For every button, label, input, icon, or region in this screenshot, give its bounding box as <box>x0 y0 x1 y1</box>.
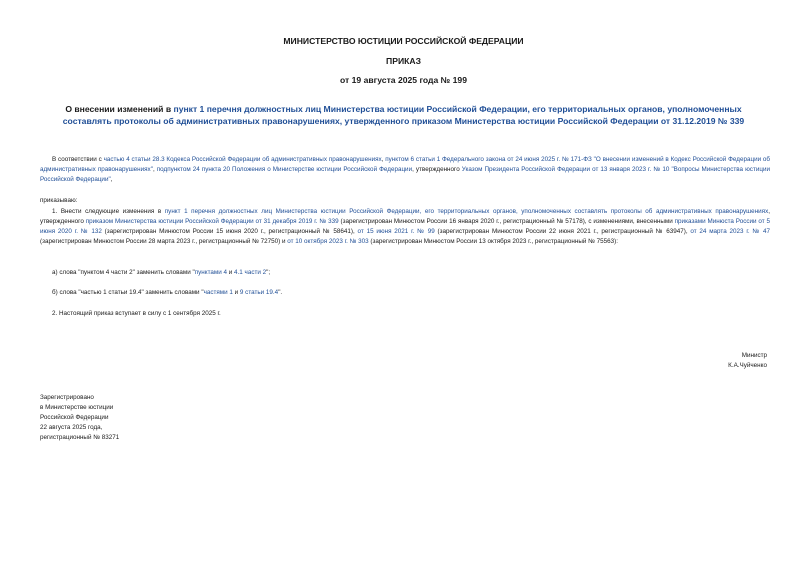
link-list-item-1[interactable]: пункт 1 перечня должностных лиц Министерства юстиции Российской Федерации, его территориальных органов, уполномоченных составлять протоколы об административных правонарушениях <box>164 208 769 215</box>
item-text: "; <box>266 269 271 276</box>
link-koap-28-3[interactable]: частью 4 статьи 28.3 Кодекса Российской Федерации об административных правонарушениях <box>103 156 382 163</box>
preamble-text: В соответствии с <box>52 156 104 163</box>
item-text: (зарегистрирован Минюстом России 16 января 2020 г., регистрационный № 57178), с изменениями, внесенными <box>338 217 675 225</box>
item-text: (зарегистрирован Минюстом России 28 марта 2023 г., регистрационный № 72750) и <box>40 237 288 245</box>
title-link-list[interactable]: пункт 1 перечня должностных лиц Министерства юстиции Российской Федерации, его территориальных органов, уполномоченных составлять протоколы об административных правонарушениях, утвержденного <box>62 104 742 126</box>
item-text: 1. Внести следующие изменения в <box>52 208 165 215</box>
link-article-19-4[interactable]: 9 статьи 19.4 <box>239 289 279 296</box>
item-text: (зарегистрирован Минюстом России 22 июня 2021 г., регистрационный № 63947), <box>434 227 691 235</box>
registration-line: 22 августа 2025 года, <box>40 424 103 431</box>
preamble-text: , <box>381 156 386 163</box>
item-text: б) слова "частью 1 статьи 19.4" заменить словами " <box>52 289 204 296</box>
link-order-132[interactable]: приказами Минюста России от 5 июня 2020 г. № 132 <box>40 217 770 235</box>
signature-position: Министр <box>741 352 767 359</box>
title-link-order[interactable]: приказом Министерства юстиции Российской Федерации от 31.12.2019 № 339 <box>411 115 745 126</box>
item-text: и <box>232 289 240 296</box>
preamble <box>40 155 770 185</box>
link-points-4[interactable]: пунктами 4 <box>194 269 227 276</box>
link-order-99[interactable]: от 15 июня 2021 г. № 99 <box>357 227 435 235</box>
item-2-text: 2. Настоящий приказ вступает в силу с 1 сентября 2025 г. <box>52 310 221 317</box>
item-text: , утвержденного <box>40 208 770 225</box>
item-text: (зарегистрирован Минюстом России 13 октября 2023 г., регистрационный № 75563): <box>368 237 618 245</box>
document-title <box>40 104 767 127</box>
link-point-4-1[interactable]: 4.1 части 2 <box>234 269 267 276</box>
link-parts-1[interactable]: частями 1 <box>203 289 233 296</box>
link-order-339[interactable]: приказом Министерства юстиции Российской Федерации от 31 декабря 2019 г. № 339 <box>85 217 339 225</box>
registration-line: в Министерстве юстиции <box>40 404 114 411</box>
link-regulation-ministry[interactable]: подпунктом 24 пункта 20 Положения о Министерстве юстиции Российской Федерации <box>156 165 413 173</box>
item-a <box>40 268 770 278</box>
link-order-303[interactable]: от 10 октября 2023 г. № 303 <box>287 237 369 245</box>
item-text: ". <box>278 289 283 296</box>
order-word: приказываю: <box>40 197 78 204</box>
item-2 <box>40 309 770 319</box>
registration-line: Зарегистрировано <box>40 394 94 401</box>
document-type: ПРИКАЗ <box>386 56 421 66</box>
item-1 <box>40 207 770 247</box>
item-text: (зарегистрирован Минюстом России 15 июня 2020 г., регистрационный № 58641), <box>101 227 358 235</box>
signature-block <box>728 351 767 371</box>
preamble-text: , утвержденного <box>412 165 462 173</box>
title-text: О внесении изменений в <box>65 104 174 114</box>
preamble-text: , <box>110 175 113 183</box>
link-president-decree[interactable]: Указом Президента Российской Федерации от 13 января 2023 г. № 10 "Вопросы Министерства юстиции Российской Федерации" <box>40 165 770 183</box>
registration-block <box>40 393 119 443</box>
ministry-heading: МИНИСТЕРСТВО ЮСТИЦИИ РОССИЙСКОЙ ФЕДЕРАЦИИ <box>283 36 524 46</box>
preamble-text: , <box>152 165 157 173</box>
link-federal-law-171[interactable]: пунктом 6 статьи 1 Федерального закона от 24 июня 2025 г. № 171-ФЗ "О внесении изменений в Кодекс Российской Федерации об административных правонарушениях" <box>40 156 771 173</box>
link-order-47[interactable]: от 24 марта 2023 г. № 47 <box>690 227 770 235</box>
item-text: и <box>227 269 235 276</box>
item-text: а) слова "пунктом 4 части 2" заменить словами " <box>52 269 195 276</box>
registration-line: регистрационный № 83271 <box>40 434 120 441</box>
registration-line: Российской Федерации <box>40 414 109 421</box>
document-date-number: от 19 августа 2025 года № 199 <box>340 75 467 85</box>
signature-name: К.А.Чуйченко <box>728 362 767 369</box>
item-b <box>40 288 770 298</box>
